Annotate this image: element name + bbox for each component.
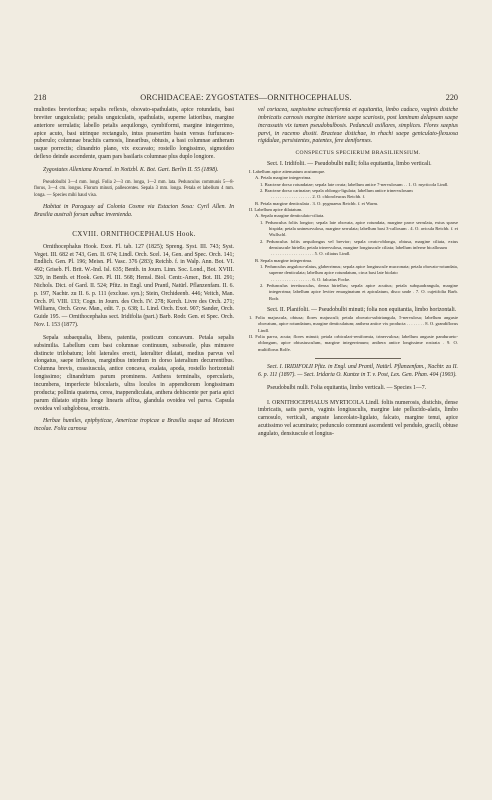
species-entry	[258, 400, 458, 439]
page-number-right: 220	[445, 93, 458, 102]
key-line: A. Sepala margine denticulato-ciliata.	[255, 213, 325, 219]
section-one-key-intro: Sect. I. Iridifolii. — Pseudobulbi nulli; folia equitantia, limbo verticali.	[267, 161, 432, 168]
species-citation: Zygostates Alleniana Kraenzl. in Notizbl. K. Bot. Gart. Berlin II. 55 (1898).	[43, 166, 219, 173]
key-line: A. Petala margine integerrima.	[255, 175, 312, 181]
species-key-section-two	[249, 314, 458, 353]
key-line: 2. Pedunculus foliis aequilongus vel brevior; sepala ovato-oblonga, obtusa, margine ciliata, extus densiuscule hirtella; petala trinervulosa, margine longiuscule ciliata; labellum inferne bicallosum	[260, 238, 458, 251]
left-column	[34, 107, 234, 777]
species-entry-heading: I. ORNITHOCEPHALUS MYRTICOLA Lindl.	[267, 399, 380, 406]
key-line: 1. Bracteae dorso rotundatae; sepala late ovata; labellum antice 7-nervulosum . . 1. O. myrticola Lindl.	[260, 181, 449, 187]
species-description: multoties brevioribus; sepalis reflexis, obovato-spathulatis, apice rotundatis, basi breviter unguiculatis; petalis unguiculatis, spathulatis, superne latioribus, margine anteriore serrulatis; labello petalis aequilongo, cymbiformi, margine integerrimo, apice acuto, basi utrinque rectangulo, intus praesertim basin versus furfuraceo-puberulo; columnae brachiis carnosis, linearibus, obtusis, a basi columnae antheram usque porrectis; clinandrio plano, vix excavato; rostello longissimo, sigmoideo deflexo deinde ascendente, quam pars basilaris columnae plus duplo longiore.	[34, 107, 234, 161]
species-measurements: Pseudobulbi 3—4 mm. longi. Folia 2—3 cm. longa, 1—2 mm. lata. Pedunculus communis 5—8-florus, 3—4 cm. longus. Florum minuti, pallescentes. Sepala 3 mm. longa. Petala et labellum 4 mm. longa. — Species mihi haud visa.	[34, 179, 234, 198]
section-one-citation: Sect. I. IRIDIFOLII Pfitz. in Engl. und Prantl, Natürl. Pflanzenfam., Nachtr. zu II. 6. p. 111 (1897). — Sect. Iridaria O. Kuntze in T. v. Post, Lex. Gen. Phan. 404 (1903).	[258, 364, 458, 378]
key-line: 1. Folia majuscula, obtusa; flores majusculi; petala obovato-subtriangula, 5-nervulosa; labellum anguste obovatum, apice rotundatum, margine denticulatum; anthera antice vix producta . . . . . . . . 8. O. grandiflorus Lindl.	[249, 314, 458, 333]
key-line: B. Sepala margine integerrima.	[255, 257, 313, 263]
species-entry-text: foliis numerosis, distichis, dense imbricatis, satis parvis, vaginis longiusculis, margine late pellucido-alatis, limbo carnosulo, verticali, anguste lanceolato-ligulato, falcato, margine tenui, apice acutissimo vel acuminato; pedunculo communi ascendenti vel penduło, gracili, obtuse angulato, densiuscule et longius-	[258, 399, 458, 437]
genus-habit-continued: Folia carnosa	[52, 426, 87, 433]
genus-habit	[34, 418, 234, 434]
conspectus-heading: CONSPECTUS SPECIERUM BRASILIENSIUM.	[295, 150, 421, 157]
key-line: 2. Pedunculus teretiusculus, densa hirtellus; sepala apice acutius; petala subquadrangula, margine integerrima; labellum apice leviter emarginatum et apiculatum, disco unde . 7. O. cujetifolia Barb. Rodr.	[260, 283, 458, 301]
page-number-left: 218	[34, 93, 47, 102]
section-two-key-intro: Sect. II. Planifolii. — Pseudobulbi minuti; folia non equitantia, limbo horizontali.	[267, 307, 457, 314]
right-column	[249, 107, 458, 777]
key-line: 1. Pedunculus foliis longior; sepala late obovata, apice rotundata, margine parce serrulata, extus sparse hispida; petala unineurvulosa, margine serrulata; labellum basi 3-callosum . 4. O. avicula Reichb. f. et Wullschl.	[260, 219, 458, 238]
key-line: II. Folia parva, acuta; flores minuti; petala orbiculari-reniformia, trinervulosa; labellum anguste panduraeto-oblongum, apice obtusiusculum, margine integerrimum; anthera antice longissime rostrata . 9. O. multiflorus Rolfe.	[249, 334, 458, 352]
key-line: . . . . . . . . . . . . . . . . . . 6. O. falcatus Focke.	[271, 276, 351, 282]
key-line: 1. Pedunculus anguloso-alatus, glaberrimus; sepala apice longiuscule mucronata; petala obovato-rotundata, superne denticulata; labellum apice rotundatum, circa basi late biolato	[260, 264, 458, 276]
genus-heading: CXVIII. ORNITHOCEPHALUS Hook.	[72, 229, 196, 238]
section-divider	[315, 358, 401, 359]
genus-bibliography: Ornithocephalus Hook. Exot. Fl. tab. 127 (1825); Spreng. Syst. III. 743; Syst. Veget. III. 682 et 743, Gen. II. 674; Lindl. Orch. Scel. 14, Gen. and Spec. Orch. 141; Endlich. Gen. Pl. 196; Meisn. Pl. Vasc. 376 (283); Reichb. f. in Walp. Ann. Bot. VI. 492; Griseb. Fl. Brit. W.-Ind. Isl. 635; Benth. in Journ. Linn. Soc. Lond., Bot. XVIII. 329, in Benth. et Hook. Gen. Pl. III. 568; Hemsl. Biol. Centr.-Amer., Bot. III. 291; Nichols. Dict. of Gard. II. 524; Pfitz. in Engl. und Prantl, Natürl. Pflanzenfam. II. 6. p. 197, Nachtr. zu II. 6. p. 111 (excluse. syn.); Stein, Orchideenb. 446; Veitch, Man. Orch. Pl. VIII. 133; Cogn. in Journ. des Orch. IV. 278; Kerch. Livre des Orch. 271; Williams, Orch. Grow. Man., edit. 7. p. 638; L. Lind. Orch. Exot. 907; Sander, Orch. Guide 195. — Ornithocephalus sect. Iridifolia (part.) Barb. Rodr. Gen. et Spec. Orch. Nov. I. 153 (1877).	[34, 243, 234, 329]
key-line: 2. Bracteae dorso carinatae; sepala oblongo-ligulata; labellum antice trinervulosum	[260, 187, 413, 193]
section-one-summary: Pseudobulbi nulli. Folia equitantia, limbo verticali. — Species 1—7.	[267, 384, 427, 391]
key-line: . . . . . . . . . . . . . . . . . . . 5. O. ciliatus Lindl.	[271, 251, 351, 257]
running-title: ORCHIDACEAE: ZYGOSTATES—ORNITHOCEPHALUS.	[140, 93, 352, 102]
genus-description: Sepala subaequalia, libera, patentia, posticum concavum. Petala sepalis subsimilia. Labellum cum basi columnae continuum, subsessile, plus minusve distincte trilobatum; lobi laterales erecti, lateraliter dilatati, medius parvus vel elongatus, saepe inflexus, marginibus interdum in dorso lateralium decurrentibus. Columna brevis, crassiuscula, antice concava, exalata, apoda, rostello horizontali longissimo; clinandrium parum prominens. Anthera terminalis, opercularis, incumbens, imperfecte bilocularis, ultra loculos in appendiceum longissimam producta; pollinia quaterna, cerea, inappendiculata, anthera dehiscente per paria apici parum dilatato stipitis longe linearis affixa, glandula ovoidea vel parva. Capsula ovoidea vel subglobosa, erostris.	[34, 334, 234, 412]
running-header	[34, 92, 458, 104]
species-key-section-one	[249, 168, 458, 302]
key-line: II. Labellum apice dilatatum.	[249, 206, 303, 212]
species-habitat: Habitat in Paraguay ad Colonia Cosme via Estacion Sosa: Cyril Allen. In Brasilia australi forsan adhuc invenienda.	[34, 203, 234, 218]
key-line: B. Petala margine denticulata . 3. O. pygmaeus Reichb. f. et Warm.	[255, 200, 379, 206]
key-line: . . . . . . . . . . . . . . . . . . 2. O. chloroleucus Reichb. f.	[271, 194, 366, 200]
key-line: I. Labellum apice attenuatum acutumque.	[249, 168, 326, 174]
genus-habit-text: Herbae humiles, epiphyticae, Americae tropicae a Brasilia usque ad Mexicum incolae.	[34, 418, 234, 433]
genus-habit-continuation: vel coriacea, saepissime acinaciformia et equitantia, limbo caduco, vaginis distiche imbricatis carnosis margine interiore saepe scariosis, post laminam delapsam saepe incrassatis vix tamen pseudobulbosis. Pedunculi axillares, simplices. Flores saepius parvi, in racemo dissiti. Bracteae distichae, in rhachi saepe geniculato-flexuosa rigidulae, persistentes, patentes, fere deniformes.	[258, 107, 458, 145]
